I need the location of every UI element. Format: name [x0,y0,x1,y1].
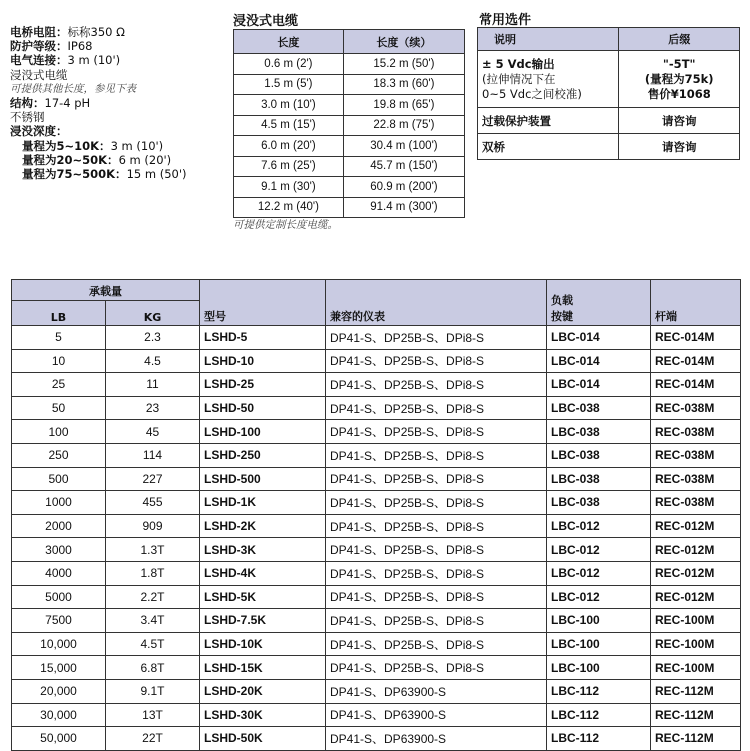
cell-load-button: LBC-012 [547,538,651,562]
cell-load-button: LBC-038 [547,467,651,491]
cell-kg: 13T [106,703,200,727]
table-row [234,177,465,198]
cable-title: 浸没式电缆 [233,14,299,29]
cell-load-button: LBC-012 [547,561,651,585]
table-row [234,74,465,95]
cell-lb: 500 [12,467,106,491]
cell-rod-end: REC-112M [651,727,741,751]
cell-kg: 3.4T [106,609,200,633]
cell-lb: 250 [12,443,106,467]
header-kg: KG [106,301,200,326]
cell-model: LSHD-1K [200,491,326,515]
cell-lb: 10 [12,349,106,373]
header-rod-end: 杆端 [651,280,741,326]
cell-meters: DP41-S、DP25B-S、DPi8-S [326,585,547,609]
cable-header-length: 长度 [234,30,344,54]
cell-lb: 2000 [12,514,106,538]
header-load-button-line1: 负载 [551,294,573,307]
options-suffix-cell: 请咨询 [619,108,740,134]
cell-lb: 30,000 [12,703,106,727]
cable-cell: 6.0 m (20') [234,136,344,157]
cell-lb: 25 [12,373,106,397]
header-model: 型号 [200,280,326,326]
table-row [12,514,741,538]
options-suffix-cell: 请咨询 [619,134,740,160]
table-row [478,108,740,134]
cell-kg: 909 [106,514,200,538]
cell-load-button: LBC-112 [547,727,651,751]
cell-lb: 3000 [12,538,106,562]
cell-meters: DP41-S、DP25B-S、DPi8-S [326,443,547,467]
cell-kg: 2.3 [106,326,200,350]
table-row [12,373,741,397]
cell-load-button: LBC-012 [547,514,651,538]
cell-model: LSHD-5K [200,585,326,609]
cell-kg: 22T [106,727,200,751]
cell-lb: 15,000 [12,656,106,680]
cell-model: LSHD-250 [200,443,326,467]
cell-kg: 114 [106,443,200,467]
option-suffix-price: 售价¥1068 [647,86,711,101]
spec-other-lengths: 可提供其他长度，参见下表 [10,82,136,95]
cell-model: LSHD-20K [200,679,326,703]
cell-meters: DP41-S、DP25B-S、DPi8-S [326,632,547,656]
cell-kg: 4.5T [106,632,200,656]
table-row [12,609,741,633]
cell-lb: 5 [12,326,106,350]
cell-model: LSHD-500 [200,467,326,491]
cell-load-button: LBC-112 [547,679,651,703]
cell-rod-end: REC-038M [651,491,741,515]
spec-structure: 结构：17-4 pH [10,96,91,111]
spec-depth-3: 量程为75~500K：15 m (50') [22,167,187,182]
cell-load-button: LBC-038 [547,420,651,444]
cell-lb: 10,000 [12,632,106,656]
cable-cell: 1.5 m (5') [234,74,344,95]
cell-rod-end: REC-100M [651,656,741,680]
cable-cell: 7.6 m (25') [234,156,344,177]
spec-electrical: 电气连接：3 m (10') [10,53,121,68]
option-suffix-range: (量程为75k) [644,71,714,86]
cell-load-button: LBC-012 [547,585,651,609]
table-row [478,51,740,108]
cell-rod-end: REC-012M [651,514,741,538]
cell-rod-end: REC-100M [651,609,741,633]
cell-kg: 2.2T [106,585,200,609]
cell-meters: DP41-S、DP25B-S、DPi8-S [326,467,547,491]
cell-kg: 6.8T [106,656,200,680]
table-row [234,54,465,75]
option-desc-line: (拉伸情况下在 [482,71,556,86]
table-row [12,679,741,703]
cell-load-button: LBC-100 [547,656,651,680]
cable-cell: 91.4 m (300') [343,197,464,218]
header-load-button [547,280,651,326]
cell-lb: 7500 [12,609,106,633]
cell-rod-end: REC-014M [651,326,741,350]
table-row [12,538,741,562]
table-row [12,396,741,420]
table-row [478,134,740,160]
option-desc-title: ± 5 Vdc输出 [482,56,555,71]
cell-meters: DP41-S、DP25B-S、DPi8-S [326,609,547,633]
cell-load-button: LBC-100 [547,632,651,656]
cable-cell: 4.5 m (15') [234,115,344,136]
table-row [12,349,741,373]
table-row [234,95,465,116]
cable-cell: 0.6 m (2') [234,54,344,75]
cable-cell: 22.8 m (75') [343,115,464,136]
table-row [12,467,741,491]
table-row [12,656,741,680]
cell-kg: 23 [106,396,200,420]
main-table-body [12,326,741,751]
table-row [12,491,741,515]
options-header-suffix: 后缀 [619,28,740,51]
cell-meters: DP41-S、DP63900-S [326,727,547,751]
cell-rod-end: REC-014M [651,349,741,373]
cell-model: LSHD-10K [200,632,326,656]
cell-meters: DP41-S、DP25B-S、DPi8-S [326,561,547,585]
table-row [12,326,741,350]
cell-model: LSHD-100 [200,420,326,444]
cell-model: LSHD-4K [200,561,326,585]
cell-model: LSHD-25 [200,373,326,397]
spec-electrical-sub: 浸没式电缆 [10,67,68,82]
spec-structure-sub: 不锈钢 [10,110,45,125]
cell-meters: DP41-S、DP63900-S [326,703,547,727]
cable-cell: 18.3 m (60') [343,74,464,95]
cable-cell: 3.0 m (10') [234,95,344,116]
header-capacity: 承载量 [12,280,200,301]
main-table [11,279,741,751]
options-table [477,27,740,160]
header-lb: LB [12,301,106,326]
cell-meters: DP41-S、DP25B-S、DPi8-S [326,514,547,538]
cell-model: LSHD-7.5K [200,609,326,633]
cell-meters: DP41-S、DP25B-S、DPi8-S [326,420,547,444]
cable-cell: 30.4 m (100') [343,136,464,157]
cell-meters: DP41-S、DP25B-S、DPi8-S [326,326,547,350]
cell-meters: DP41-S、DP25B-S、DPi8-S [326,656,547,680]
cell-lb: 50,000 [12,727,106,751]
cell-lb: 4000 [12,561,106,585]
cell-kg: 11 [106,373,200,397]
table-row [234,136,465,157]
cable-header-length-cont: 长度（续） [343,30,464,54]
cell-load-button: LBC-014 [547,373,651,397]
cell-lb: 100 [12,420,106,444]
cable-cell: 9.1 m (30') [234,177,344,198]
option-desc-line: 0~5 Vdc之间校准) [482,86,582,101]
cell-load-button: LBC-014 [547,326,651,350]
cell-load-button: LBC-112 [547,703,651,727]
cell-rod-end: REC-100M [651,632,741,656]
table-row [12,632,741,656]
cell-rod-end: REC-038M [651,443,741,467]
options-desc-cell: 过载保护装置 [478,108,619,134]
table-row [12,561,741,585]
cell-kg: 4.5 [106,349,200,373]
cell-load-button: LBC-038 [547,396,651,420]
spec-depth-2: 量程为20~50K：6 m (20') [22,152,172,167]
cable-cell: 45.7 m (150') [343,156,464,177]
cell-model: LSHD-10 [200,349,326,373]
cell-model: LSHD-15K [200,656,326,680]
options-header-desc: 说明 [478,28,619,51]
cable-cell: 19.8 m (65') [343,95,464,116]
cell-model: LSHD-30K [200,703,326,727]
cell-model: LSHD-2K [200,514,326,538]
cell-load-button: LBC-038 [547,443,651,467]
option-suffix-code: "-5T" [662,56,696,71]
cell-kg: 227 [106,467,200,491]
cell-model: LSHD-3K [200,538,326,562]
table-row [12,585,741,609]
options-desc-cell [478,51,619,108]
cell-meters: DP41-S、DP25B-S、DPi8-S [326,349,547,373]
cell-rod-end: REC-012M [651,585,741,609]
cell-lb: 20,000 [12,679,106,703]
table-row [12,443,741,467]
spec-bridge: 电桥电阻：标称350 Ω [10,25,125,39]
table-row [12,727,741,751]
specs-block [10,25,230,181]
header-meters: 兼容的仪表 [326,280,547,326]
cable-cell: 15.2 m (50') [343,54,464,75]
cell-rod-end: REC-014M [651,373,741,397]
cell-kg: 9.1T [106,679,200,703]
cell-model: LSHD-50 [200,396,326,420]
cable-note: 可提供定制长度电缆。 [233,219,338,231]
cell-meters: DP41-S、DP25B-S、DPi8-S [326,396,547,420]
cell-lb: 50 [12,396,106,420]
cell-rod-end: REC-038M [651,467,741,491]
spec-depth: 浸没深度： [10,124,68,139]
options-title: 常用选件 [479,13,532,28]
spec-protection: 防护等级：IP68 [10,39,93,54]
cell-lb: 5000 [12,585,106,609]
cell-model: LSHD-5 [200,326,326,350]
cell-rod-end: REC-038M [651,396,741,420]
cell-rod-end: REC-012M [651,538,741,562]
cell-lb: 1000 [12,491,106,515]
cell-load-button: LBC-100 [547,609,651,633]
cell-load-button: LBC-014 [547,349,651,373]
cell-meters: DP41-S、DP25B-S、DPi8-S [326,538,547,562]
table-row [234,197,465,218]
cell-kg: 45 [106,420,200,444]
cell-rod-end: REC-012M [651,561,741,585]
cell-meters: DP41-S、DP25B-S、DPi8-S [326,373,547,397]
cable-cell: 60.9 m (200') [343,177,464,198]
header-load-button-line2: 按键 [551,310,573,323]
cable-table [233,29,465,218]
table-row [234,156,465,177]
table-row [12,420,741,444]
cell-meters: DP41-S、DP63900-S [326,679,547,703]
cell-rod-end: REC-112M [651,679,741,703]
spec-depth-1: 量程为5~10K：3 m (10') [22,138,164,153]
cell-rod-end: REC-112M [651,703,741,727]
cell-rod-end: REC-038M [651,420,741,444]
cell-model: LSHD-50K [200,727,326,751]
cell-kg: 455 [106,491,200,515]
options-suffix-cell [619,51,740,108]
cell-load-button: LBC-038 [547,491,651,515]
cell-kg: 1.3T [106,538,200,562]
cable-cell: 12.2 m (40') [234,197,344,218]
table-row [234,115,465,136]
options-desc-cell: 双桥 [478,134,619,160]
table-row [12,703,741,727]
cell-kg: 1.8T [106,561,200,585]
cell-meters: DP41-S、DP25B-S、DPi8-S [326,491,547,515]
